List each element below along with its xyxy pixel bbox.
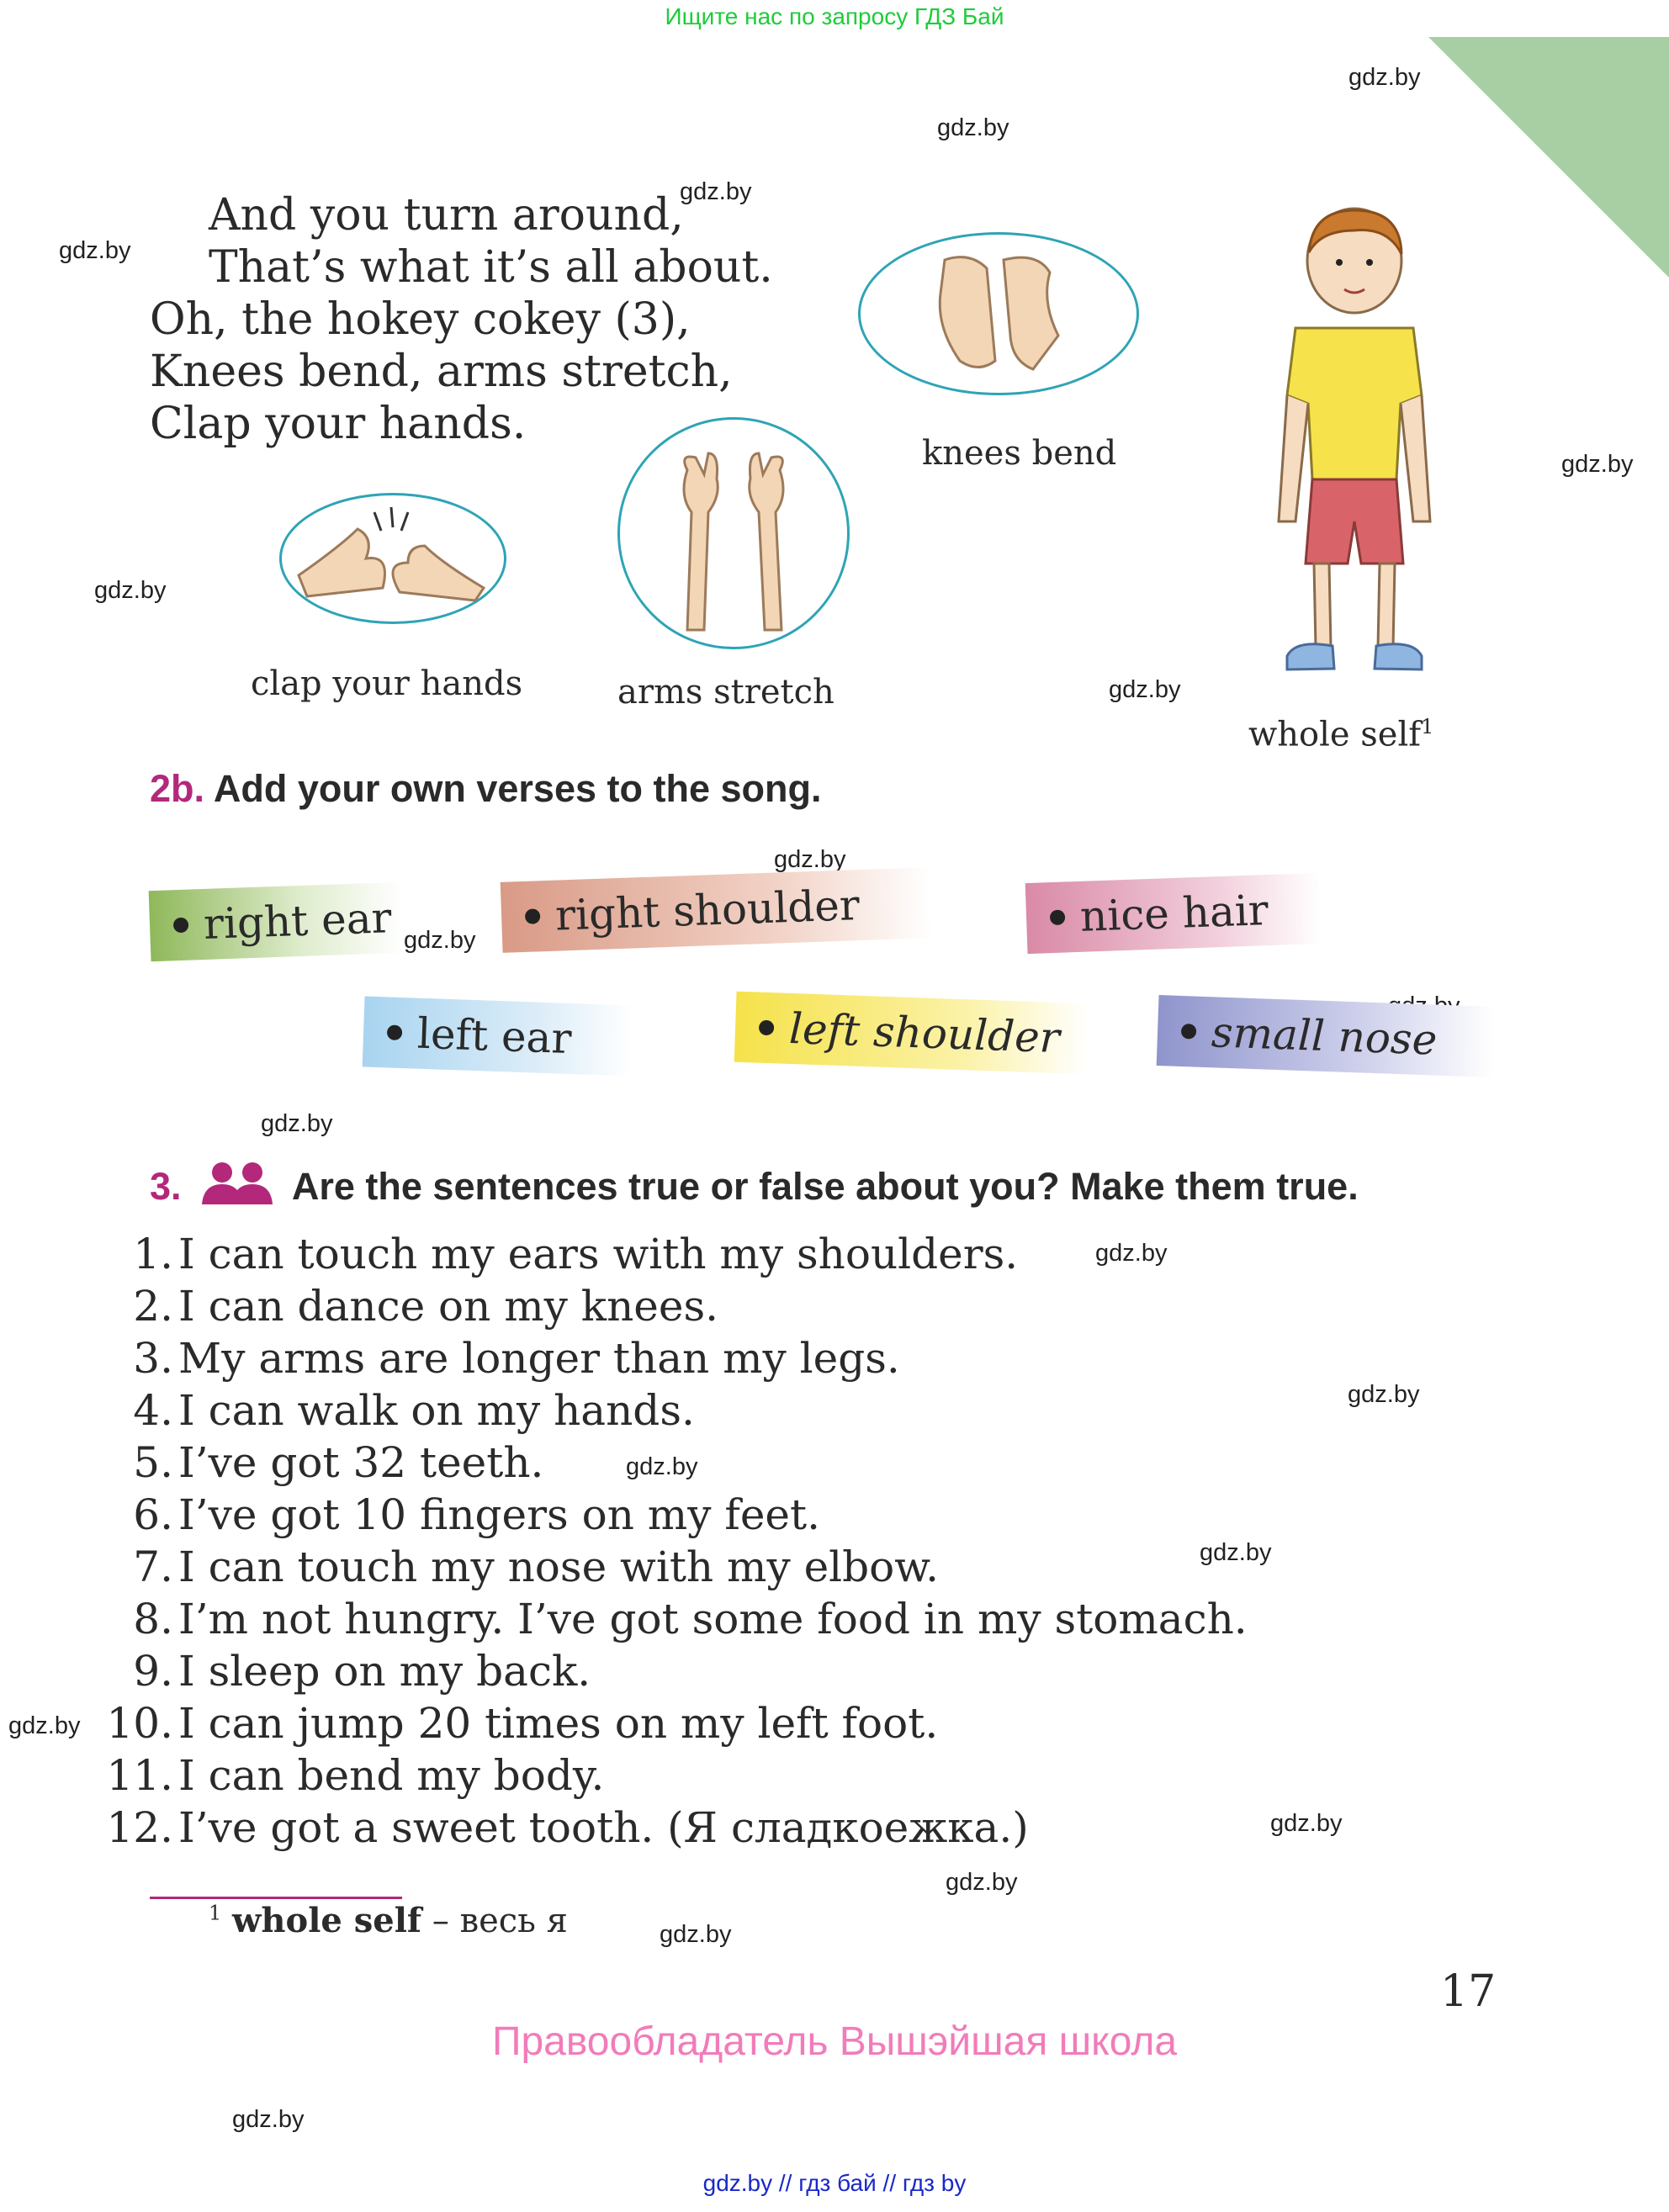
page-number: 17	[1440, 1966, 1497, 2017]
sentence: 10. I can jump 20 times on my left foot.	[106, 1699, 939, 1748]
bottom-links[interactable]: gdz.by // гдз бай // гдз by	[702, 2170, 967, 2196]
watermark: gdz.by	[232, 2106, 305, 2133]
sentence: 2. I can dance on my knees.	[133, 1282, 719, 1331]
boy-caption: whole self$^1$	[1248, 715, 1434, 754]
watermark: gdz.by	[1348, 64, 1421, 91]
watermark: gdz.by	[8, 1712, 81, 1739]
tag-right-shoulder: right shoulder	[501, 867, 932, 953]
poem-line: Oh, the hokey cokey (3),	[150, 294, 691, 345]
watermark: gdz.by	[1348, 1381, 1420, 1408]
poem-line: Clap your hands.	[150, 399, 527, 449]
watermark: gdz.by	[1095, 1240, 1168, 1267]
corner-decoration	[1428, 37, 1669, 278]
sentence: 1. I can touch my ears with my shoulders.	[133, 1230, 1019, 1278]
watermark: gdz.by	[660, 1921, 732, 1948]
arms-illustration	[617, 417, 850, 649]
knees-icon	[861, 235, 1137, 393]
sentence: 6. I’ve got 10 fingers on my feet.	[133, 1490, 821, 1539]
boy-icon	[1262, 202, 1447, 690]
footnote-divider	[150, 1897, 402, 1899]
copyright: Правообладатель Вышэйшая школа	[491, 2019, 1178, 2064]
footnote: $^1$ whole self – весь я	[209, 1901, 568, 1940]
boy-illustration	[1262, 202, 1447, 690]
watermark: gdz.by	[626, 1453, 698, 1480]
poem-line: Knees bend, arms stretch,	[150, 347, 733, 397]
bullet-icon	[1181, 1024, 1197, 1040]
watermark: gdz.by	[59, 237, 131, 264]
knees-caption: knees bend	[922, 434, 1117, 473]
tag-left-shoulder: left shoulder	[734, 992, 1090, 1075]
watermark: gdz.by	[1109, 676, 1181, 703]
watermark: gdz.by	[946, 1869, 1018, 1896]
knees-illustration	[858, 232, 1139, 395]
watermark: gdz.by	[1270, 1810, 1343, 1837]
sentence: 11. I can bend my body.	[106, 1751, 605, 1800]
arms-caption: arms stretch	[617, 673, 834, 712]
bullet-icon	[759, 1020, 775, 1036]
watermark: gdz.by	[680, 178, 752, 205]
bullet-icon	[1050, 910, 1066, 926]
sentence: 7. I can touch my nose with my elbow.	[133, 1543, 940, 1591]
watermark: gdz.by	[94, 577, 167, 604]
sentence: 8. I’m not hungry. I’ve got some food in my stomach.	[133, 1595, 1248, 1643]
bullet-icon	[525, 908, 541, 924]
poem-line: And you turn around,	[209, 190, 684, 241]
top-banner[interactable]: Ищите нас по запросу ГДЗ Бай	[665, 3, 1004, 29]
sentence: 12. I’ve got a sweet tooth. (Я сладкоежка.)	[106, 1803, 1029, 1852]
poem-line: That’s what it’s all about.	[209, 242, 773, 293]
watermark: gdz.by	[1200, 1539, 1272, 1566]
clap-illustration	[279, 493, 506, 624]
arms-icon	[620, 420, 847, 647]
sentence: 3. My arms are longer than my legs.	[133, 1334, 900, 1383]
watermark: gdz.by	[404, 927, 476, 954]
tag-left-ear: left ear	[363, 996, 634, 1076]
tag-right-ear: right ear	[149, 882, 404, 961]
tag-small-nose: small nose	[1157, 995, 1496, 1077]
clap-icon	[282, 495, 504, 622]
watermark: gdz.by	[261, 1110, 333, 1137]
sentence: 5. I’ve got 32 teeth.	[133, 1438, 544, 1487]
tag-nice-hair: nice hair	[1025, 873, 1322, 954]
sentence: 9. I sleep on my back.	[133, 1647, 591, 1696]
exercise-3-heading: 3. Are the sentences true or false about you? Make them true.	[150, 1161, 1359, 1209]
sentence: 4. I can walk on my hands.	[133, 1386, 695, 1435]
watermark: gdz.by	[937, 114, 1009, 141]
watermark: gdz.by	[1561, 451, 1634, 478]
pair-work-icon	[199, 1161, 276, 1204]
bullet-icon	[173, 918, 189, 934]
clap-caption: clap your hands	[251, 664, 523, 703]
bullet-icon	[387, 1024, 403, 1040]
watermark: gdz.by	[774, 846, 846, 873]
exercise-2b-heading: 2b. Add your own verses to the song.	[150, 767, 822, 810]
